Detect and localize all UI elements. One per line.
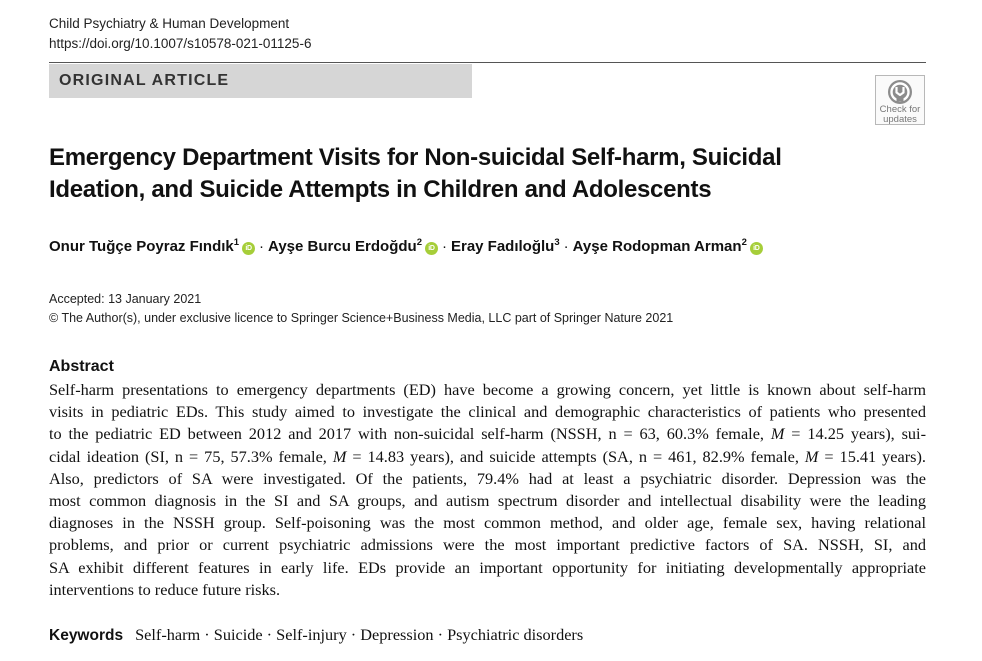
doi-link[interactable]: https://doi.org/10.1007/s10578-021-01125-6 (49, 36, 312, 51)
keyword-separator: · (200, 625, 214, 644)
affiliation-marker: 2 (741, 237, 747, 248)
keyword-separator: · (433, 625, 448, 644)
check-for-updates-badge[interactable] (875, 75, 925, 125)
keyword-item[interactable]: Depression (360, 625, 434, 644)
author-2[interactable] (268, 238, 438, 255)
keyword-item[interactable]: Suicide (213, 625, 263, 644)
abstract-line: most common diagnosis in the SI and SA groups, and autism spectrum disorder and intellectual disability were the leading (49, 490, 926, 510)
article-title (49, 142, 869, 206)
author-name: Onur Tuğçe Poyraz Fındık (49, 238, 234, 255)
affiliation-marker: 2 (416, 237, 422, 248)
keywords-list (135, 625, 583, 644)
keywords-section (49, 624, 583, 647)
abstract-line: problems, and prior or current psychiatric admissions were the most important predictive factors of SA. NSSH, SI, and (49, 535, 926, 555)
check-updates-line2: updates (883, 114, 917, 125)
abstract-line: Self-harm presentations to emergency departments (ED) have become a growing concern, yet little is known about self-harm (49, 380, 926, 399)
orcid-icon[interactable]: iD (242, 242, 255, 255)
check-updates-line1: Check for (879, 104, 921, 115)
author-name: Ayşe Rodopman Arman (572, 238, 742, 255)
accepted-date: Accepted: 13 January 2021 (49, 292, 202, 306)
orcid-icon[interactable]: iD (750, 242, 763, 255)
title-line-2: Ideation, and Suicide Attempts in Children and Adolescents (49, 176, 712, 203)
abstract-line: interventions to reduce future risks. (49, 579, 281, 599)
keyword-separator: · (262, 625, 277, 644)
journal-name: Child Psychiatry & Human Development (49, 16, 290, 31)
keywords-label: Keywords (49, 627, 124, 644)
keyword-item[interactable]: Self-injury (276, 625, 347, 644)
abstract-line: diagnoses in the NSSH group. Self-poisoning was the most common method, and older age, female sex, having relational (49, 513, 926, 533)
keyword-item[interactable]: Self-harm (135, 625, 201, 644)
copyright-notice: © The Author(s), under exclusive licence to Springer Science+Business Media, LLC part of Springer Nature 2021 (49, 311, 674, 325)
abstract-line: visits in pediatric EDs. This study aimed to investigate the clinical and demographic characteristics of patients who presented (49, 402, 926, 422)
orcid-icon[interactable]: iD (425, 242, 438, 255)
author-3[interactable] (451, 238, 560, 255)
abstract-line: to the pediatric ED between 2012 and 2017 with non-suicidal self-harm (NSSH, n = 63, 60.3% female, M = 14.25 years), sui- (49, 424, 926, 444)
article-meta (49, 290, 673, 328)
title-line-1: Emergency Department Visits for Non-suicidal Self-harm, Suicidal (49, 144, 782, 171)
author-separator: · (441, 238, 447, 255)
abstract-heading: Abstract (49, 358, 114, 375)
author-separator: · (563, 238, 569, 255)
check-for-updates-icon (887, 79, 913, 105)
abstract-line: Also, predictors of SA were investigated. Of the patients, 79.4% had at least a psychiatric disorder. Depression was the (49, 468, 926, 488)
author-1[interactable] (49, 238, 255, 255)
affiliation-marker: 1 (233, 237, 240, 248)
header-rule (49, 62, 926, 63)
affiliation-marker: 3 (554, 237, 560, 248)
abstract-body (49, 379, 926, 601)
abstract-line: cidal ideation (SI, n = 75, 57.3% female, M = 14.83 years), and suicide attempts (SA, n = 461, 82.9% female, M = 15.41 years). (49, 446, 926, 466)
author-name: Eray Fadıloğlu (450, 238, 555, 255)
author-4[interactable] (573, 238, 763, 255)
keyword-separator: · (346, 625, 361, 644)
journal-header (49, 14, 311, 54)
author-name: Ayşe Burcu Erdoğdu (268, 238, 417, 255)
abstract-line: SA exhibit different features in early life. EDs provide an important opportunity for initiating developmentally appropriate (49, 557, 926, 577)
author-separator: · (259, 238, 265, 255)
article-type-banner: ORIGINAL ARTICLE (49, 64, 472, 98)
keyword-item[interactable]: Psychiatric disorders (447, 625, 584, 644)
author-list (49, 236, 763, 258)
